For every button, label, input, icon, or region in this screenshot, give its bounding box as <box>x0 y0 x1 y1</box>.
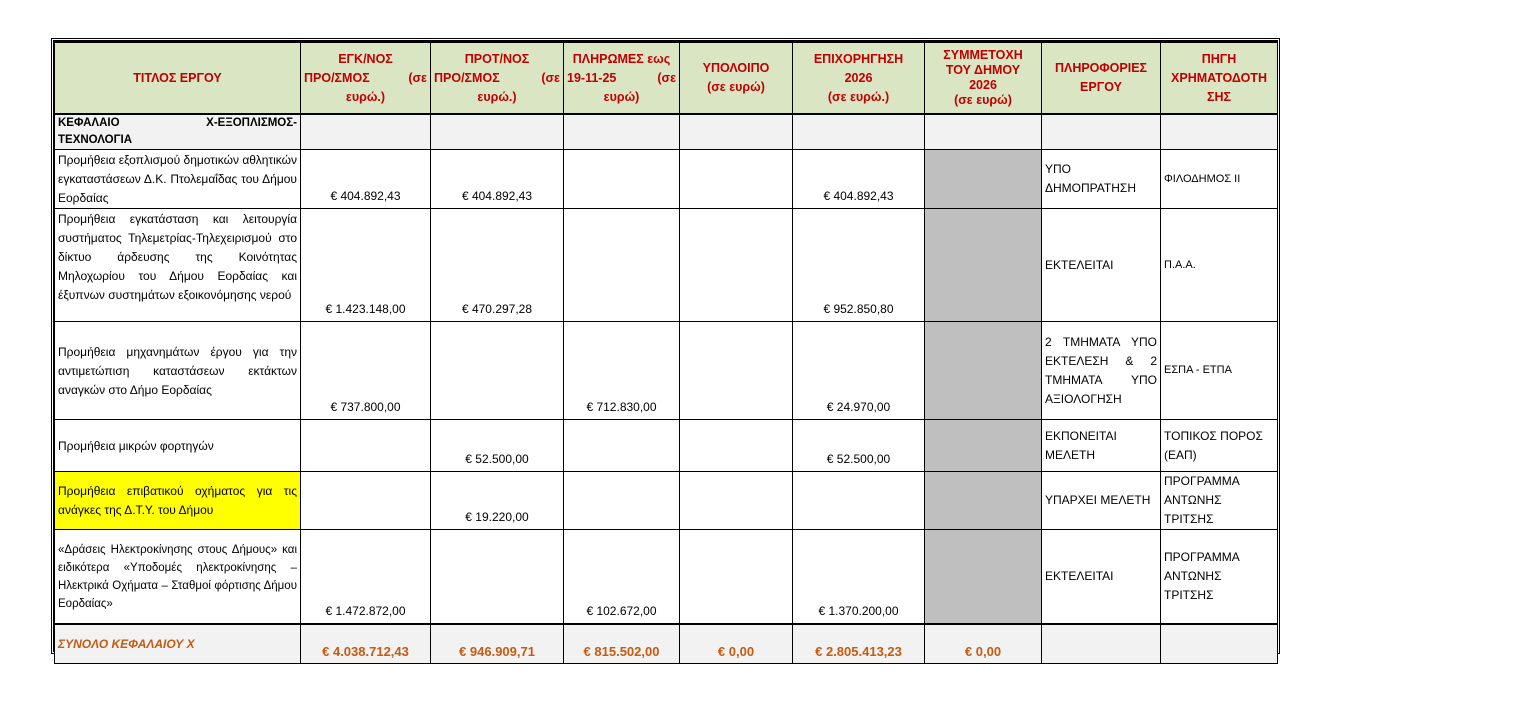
total-remaining: € 0,00 <box>680 624 793 664</box>
header-remaining: ΥΠΟΛΟΙΠΟ (σε ευρώ) <box>680 42 793 114</box>
row-source: Π.Α.Α. <box>1161 209 1278 322</box>
chapter-cell <box>680 114 793 150</box>
total-label: ΣΥΝΟΛΟ ΚΕΦΑΛΑΙΟΥ Χ <box>55 624 301 664</box>
table-row <box>55 322 1278 420</box>
row-grant: € 404.892,43 <box>793 150 925 209</box>
row-budgeted: € 470.297,28 <box>431 209 564 322</box>
header-source: ΠΗΓΗ ΧΡΗΜΑΤΟΔΟΤΗ ΣΗΣ <box>1161 42 1278 114</box>
row-info: ΕΚΤΕΛΕΙΤΑΙ <box>1042 209 1161 322</box>
row-grant: € 24.970,00 <box>793 322 925 420</box>
row-municipality <box>925 420 1042 472</box>
row-source: ΕΣΠΑ - ΕΤΠΑ <box>1161 322 1278 420</box>
row-title: «Δράσεις Ηλεκτροκίνησης στους Δήμους» και ειδικότερα «Υποδομές ηλεκτροκίνησης – Ηλεκτρικά Οχήματα – Σταθμοί φόρτισης Δήμου Εορδαίας» <box>55 530 301 624</box>
row-payments <box>564 209 680 322</box>
header-grant: ΕΠΙΧΟΡΗΓΗΣΗ 2026 (σε ευρώ.) <box>793 42 925 114</box>
row-municipality <box>925 322 1042 420</box>
row-source: ΠΡΟΓΡΑΜΜΑ ΑΝΤΩΝΗΣ ΤΡΙΤΣΗΣ <box>1161 472 1278 530</box>
chapter-cell <box>1042 114 1161 150</box>
table-row <box>55 209 1278 322</box>
row-info: ΥΠΑΡΧΕΙ ΜΕΛΕΤΗ <box>1042 472 1161 530</box>
row-remaining <box>680 209 793 322</box>
row-info: ΕΚΤΕΛΕΙΤΑΙ <box>1042 530 1161 624</box>
budget-table-sheet <box>51 38 1280 659</box>
row-approved <box>301 420 431 472</box>
row-remaining <box>680 472 793 530</box>
total-approved: € 4.038.712,43 <box>301 624 431 664</box>
row-title: Προμήθεια εγκατάσταση και λειτουργία συστήματος Τηλεμετρίας-Τηλεχειρισμού στο δίκτυο άρδευσης της Κοινότητας Μηλοχωρίου του Δήμου Εορδαίας και έξυπνων συστημάτων εξοικονόμησης νερού <box>55 209 301 322</box>
total-municipality: € 0,00 <box>925 624 1042 664</box>
chapter-cell <box>301 114 431 150</box>
header-approved: ΕΓΚ/ΝΟΣ ΠΡΟ/ΣΜΟΣ (σε ευρώ.) <box>301 42 431 114</box>
table-row <box>55 150 1278 209</box>
row-payments: € 102.672,00 <box>564 530 680 624</box>
header-info: ΠΛΗΡΟΦΟΡΙΕΣ ΕΡΓΟΥ <box>1042 42 1161 114</box>
total-row <box>55 624 1278 664</box>
chapter-cell <box>925 114 1042 150</box>
row-info: ΕΚΠΟΝΕΙΤΑΙ ΜΕΛΕΤΗ <box>1042 420 1161 472</box>
table-row <box>55 420 1278 472</box>
row-grant <box>793 472 925 530</box>
row-source: ΦΙΛΟΔΗΜΟΣ ΙΙ <box>1161 150 1278 209</box>
row-grant: € 952.850,80 <box>793 209 925 322</box>
row-budgeted <box>431 530 564 624</box>
row-approved: € 1.423.148,00 <box>301 209 431 322</box>
row-remaining <box>680 150 793 209</box>
row-remaining <box>680 420 793 472</box>
row-budgeted <box>431 322 564 420</box>
row-municipality <box>925 472 1042 530</box>
header-payments: ΠΛΗΡΩΜΕΣ εως 19-11-25 (σε ευρώ) <box>564 42 680 114</box>
row-approved: € 737.800,00 <box>301 322 431 420</box>
total-payments: € 815.502,00 <box>564 624 680 664</box>
row-remaining <box>680 530 793 624</box>
total-budgeted: € 946.909,71 <box>431 624 564 664</box>
header-municipality: ΣΥΜΜΕΤΟΧΗ ΤΟΥ ΔΗΜΟΥ 2026 (σε ευρώ) <box>925 42 1042 114</box>
table-row <box>55 530 1278 624</box>
row-budgeted: € 404.892,43 <box>431 150 564 209</box>
row-info: 2 ΤΜΗΜΑΤΑ ΥΠΟ ΕΚΤΕΛΕΣΗ & 2 ΤΜΗΜΑΤΑ ΥΠΟ ΑΞΙΟΛΟΓΗΣΗ <box>1042 322 1161 420</box>
row-municipality <box>925 209 1042 322</box>
row-source: ΤΟΠΙΚΟΣ ΠΟΡΟΣ (ΕΑΠ) <box>1161 420 1278 472</box>
row-approved <box>301 472 431 530</box>
chapter-cell <box>793 114 925 150</box>
row-municipality <box>925 530 1042 624</box>
row-payments <box>564 150 680 209</box>
row-payments <box>564 472 680 530</box>
header-title: ΤΙΤΛΟΣ ΕΡΓΟΥ <box>55 42 301 114</box>
row-title: Προμήθεια μικρών φορτηγών <box>55 420 301 472</box>
total-grant: € 2.805.413,23 <box>793 624 925 664</box>
row-payments <box>564 420 680 472</box>
total-info <box>1042 624 1161 664</box>
row-grant: € 1.370.200,00 <box>793 530 925 624</box>
budget-table <box>54 41 1278 664</box>
chapter-cell <box>431 114 564 150</box>
chapter-cell <box>1161 114 1278 150</box>
row-approved: € 1.472.872,00 <box>301 530 431 624</box>
row-budgeted: € 19.220,00 <box>431 472 564 530</box>
row-budgeted: € 52.500,00 <box>431 420 564 472</box>
table-row <box>55 472 1278 530</box>
row-info: ΥΠΟ ΔΗΜΟΠΡΑΤΗΣΗ <box>1042 150 1161 209</box>
row-municipality <box>925 150 1042 209</box>
row-payments: € 712.830,00 <box>564 322 680 420</box>
row-title: Προμήθεια επιβατικού οχήματος για τις ανάγκες της Δ.Τ.Υ. του Δήμου <box>55 472 301 530</box>
chapter-row <box>55 114 1278 150</box>
row-remaining <box>680 322 793 420</box>
chapter-cell <box>564 114 680 150</box>
chapter-title: ΚΕΦΑΛΑΙΟ Χ-ΕΞΟΠΛΙΣΜΟΣ- ΤΕΧΝΟΛΟΓΙΑ <box>55 114 301 150</box>
row-title: Προμήθεια εξοπλισμού δημοτικών αθλητικών εγκαταστάσεων Δ.Κ. Πτολεμαΐδας του Δήμου Εορδαίας <box>55 150 301 209</box>
row-approved: € 404.892,43 <box>301 150 431 209</box>
header-row <box>55 42 1278 114</box>
row-grant: € 52.500,00 <box>793 420 925 472</box>
total-source <box>1161 624 1278 664</box>
row-source: ΠΡΟΓΡΑΜΜΑ ΑΝΤΩΝΗΣ ΤΡΙΤΣΗΣ <box>1161 530 1278 624</box>
header-budgeted: ΠΡΟΤ/ΝΟΣ ΠΡΟ/ΣΜΟΣ (σε ευρώ.) <box>431 42 564 114</box>
row-title: Προμήθεια μηχανημάτων έργου για την αντιμετώπιση καταστάσεων εκτάκτων αναγκών στο Δήμο Εορδαίας <box>55 322 301 420</box>
